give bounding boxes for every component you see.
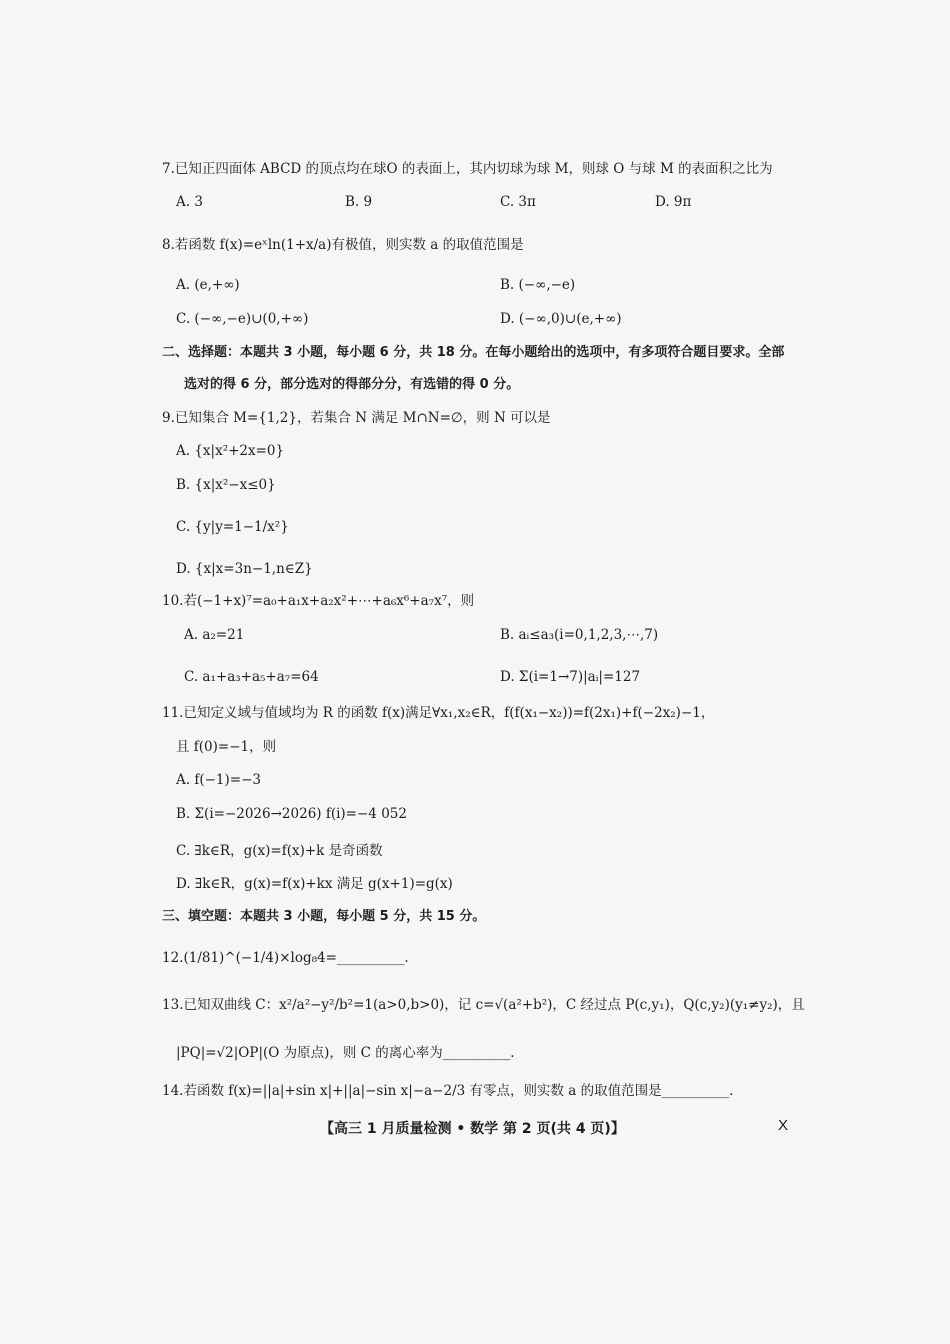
q13-stem: 13.已知双曲线 C：x²/a²−y²/b²=1(a>0,b>0)，记 c=√(a²+b²)，C 经过点 P(c,y₁)，Q(c,y₂)(y₁≠y₂)，且 xyxy=(162,997,805,1013)
q8-option-d: D. (−∞,0)∪(e,+∞) xyxy=(500,311,622,327)
q10-option-c: C. a₁+a₃+a₅+a₇=64 xyxy=(184,669,319,685)
q7-option-c: C. 3π xyxy=(500,194,536,210)
q10-option-b: B. aᵢ≤a₃(i=0,1,2,3,⋯,7) xyxy=(500,627,659,643)
q11-option-a: A. f(−1)=−3 xyxy=(176,772,261,788)
q13-stem-cont: |PQ|=√2|OP|(O 为原点)，则 C 的离心率为__________. xyxy=(176,1045,515,1061)
q10-stem: 10.若(−1+x)⁷=a₀+a₁x+a₂x²+⋯+a₆x⁶+a₇x⁷，则 xyxy=(162,593,475,609)
q7-option-a: A. 3 xyxy=(176,194,203,210)
q7-option-d: D. 9π xyxy=(655,194,692,210)
section2-heading: 二、选择题：本题共 3 小题，每小题 6 分，共 18 分。在每小题给出的选项中，有多项符合题目要求。全部 xyxy=(162,345,785,360)
q14-stem: 14.若函数 f(x)=||a|+sin x|+||a|−sin x|−a−2/3 有零点，则实数 a 的取值范围是__________. xyxy=(162,1083,734,1099)
version-tag: X xyxy=(778,1117,789,1134)
q7-stem: 7.已知正四面体 ABCD 的顶点均在球O 的表面上，其内切球为球 M，则球 O 与球 M 的表面积之比为 xyxy=(162,161,773,177)
q9-option-c: C. {y|y=1−1/x²} xyxy=(176,519,289,535)
q11-option-b: B. Σ(i=−2026→2026) f(i)=−4 052 xyxy=(176,806,407,822)
q11-option-d: D. ∃k∈R，g(x)=f(x)+kx 满足 g(x+1)=g(x) xyxy=(176,876,453,892)
section3-heading: 三、填空题：本题共 3 小题，每小题 5 分，共 15 分。 xyxy=(162,909,486,924)
q11-stem: 11.已知定义域与值域均为 R 的函数 f(x)满足∀x₁,x₂∈R，f(f(x₁−x₂))=f(2x₁)+f(−2x₂)−1， xyxy=(162,705,715,721)
q8-stem: 8.若函数 f(x)=eˣln(1+x/a)有极值，则实数 a 的取值范围是 xyxy=(162,237,524,253)
q8-option-a: A. (e,+∞) xyxy=(176,277,240,293)
q11-stem-cont: 且 f(0)=−1，则 xyxy=(176,739,277,755)
page-footer: 【高三 1 月质量检测 • 数学 第 2 页(共 4 页)】 xyxy=(320,1121,625,1137)
q8-option-b: B. (−∞,−e) xyxy=(500,277,576,293)
q9-stem: 9.已知集合 M={1,2}，若集合 N 满足 M∩N=∅，则 N 可以是 xyxy=(162,410,551,426)
q8-option-c: C. (−∞,−e)∪(0,+∞) xyxy=(176,311,309,327)
q11-option-c: C. ∃k∈R，g(x)=f(x)+k 是奇函数 xyxy=(176,843,383,859)
q10-option-d: D. Σ(i=1→7)|aᵢ|=127 xyxy=(500,669,641,685)
q12-stem: 12.(1/81)^(−1/4)×log₈4=__________. xyxy=(162,950,409,966)
q7-option-b: B. 9 xyxy=(345,194,373,210)
q9-option-a: A. {x|x²+2x=0} xyxy=(176,443,285,459)
section2-heading-cont: 选对的得 6 分，部分选对的得部分分，有选错的得 0 分。 xyxy=(184,377,520,392)
q9-option-d: D. {x|x=3n−1,n∈Z} xyxy=(176,561,313,577)
q10-option-a: A. a₂=21 xyxy=(184,627,245,643)
q9-option-b: B. {x|x²−x≤0} xyxy=(176,477,276,493)
